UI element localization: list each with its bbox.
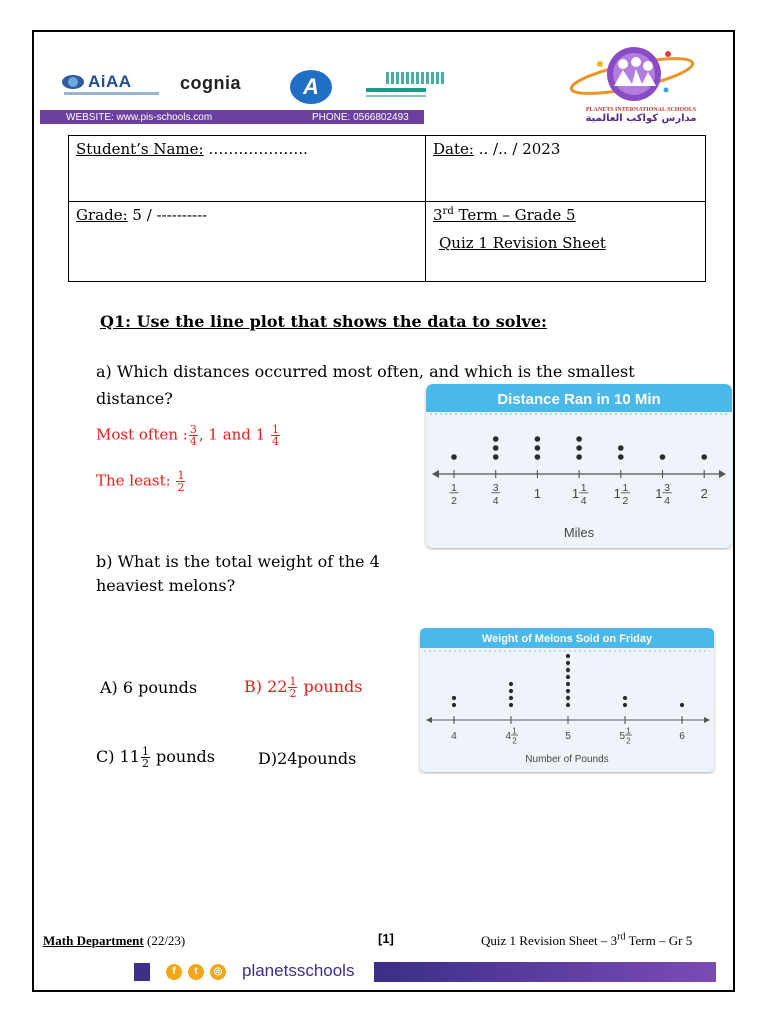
data-dot [623, 703, 627, 707]
data-dot [618, 445, 624, 451]
answer-most-often: Most often : $\frac{3}{4}$ , 1 and 1 $\frac{1}{4}$ [96, 423, 279, 448]
option-b[interactable]: B) 22 $\frac{1}{2}$ pounds [244, 675, 363, 700]
tick-label-numerator: 3 [492, 482, 499, 494]
data-dot [623, 696, 627, 700]
question-1a-text: a) Which distances occurred most often, and which is the smallest distance? [96, 362, 635, 408]
data-dot [566, 654, 570, 658]
data-dot [576, 436, 582, 442]
data-dot [566, 668, 570, 672]
option-a[interactable]: A) 6 pounds [100, 678, 198, 697]
student-name-value: ……………….. [203, 140, 308, 158]
question-1b-text: b) What is the total weight of the 4 heaviest melons? [96, 552, 380, 595]
tick-label-numerator: 1 [512, 726, 517, 736]
data-dot [660, 454, 666, 460]
footer-page-number: [1] [378, 931, 394, 946]
facebook-icon[interactable]: f [166, 964, 182, 980]
chart2-title: Weight of Melons Sold on Friday [481, 633, 653, 645]
data-dot [566, 661, 570, 665]
tick-label: 2 [700, 486, 708, 501]
tick-label-denominator: 4 [580, 495, 587, 507]
tick-label-denominator: 2 [622, 495, 629, 507]
tick-label-numerator: 1 [451, 482, 457, 494]
data-dot [509, 689, 513, 693]
data-dot [566, 682, 570, 686]
melon-weight-line-plot [418, 626, 716, 774]
data-dot [535, 436, 541, 442]
tick-label-whole: 1 [571, 486, 580, 501]
data-dot [509, 696, 513, 700]
data-dot [493, 445, 499, 451]
chart1-xlabel: Miles [563, 525, 595, 540]
footer-gradient-bar [374, 962, 716, 982]
data-dot [680, 703, 684, 707]
accreditation-a-icon: A [290, 70, 332, 104]
tick-label-numerator: 1 [580, 482, 587, 494]
website-text: WEBSITE: www.pis-schools.com [66, 111, 213, 123]
data-dot [451, 454, 457, 460]
phone-text: PHONE: 0566802493 [312, 111, 409, 123]
student-info-table [68, 135, 706, 282]
sheet-title: Quiz 1 Revision Sheet [439, 234, 606, 252]
grade-label: Grade: [76, 206, 128, 224]
data-dot [509, 703, 513, 707]
grade-value: 5 / ---------- [127, 206, 208, 224]
option-c[interactable]: C) 11 $\frac{1}{2}$ pounds [96, 745, 215, 770]
data-dot [493, 436, 499, 442]
data-dot [566, 703, 570, 707]
footer-sheet-title: Quiz 1 Revision Sheet – 3rd Term – Gr 5 [481, 931, 693, 948]
footer-square [134, 963, 150, 981]
tick-label: 1 [533, 486, 542, 501]
tick-label: 6 [679, 731, 685, 742]
answer-least: The least: $\frac{1}{2}$ [96, 469, 185, 494]
tick-label: 4 [451, 731, 457, 742]
aiaa-tagline [64, 92, 159, 95]
data-dot [566, 689, 570, 693]
tick-label-denominator: 2 [451, 495, 457, 507]
data-dot [452, 696, 456, 700]
chart1-title: Distance Ran in 10 Min [497, 391, 661, 408]
data-dot [452, 703, 456, 707]
data-dot [535, 454, 541, 460]
tick-label-numerator: 1 [626, 726, 631, 736]
data-dot [618, 454, 624, 460]
tick-label-whole: 1 [655, 486, 663, 501]
data-dot [493, 454, 499, 460]
tick-label-numerator: 1 [622, 482, 629, 494]
option-d[interactable]: D)24pounds [258, 749, 357, 768]
tick-label-denominator: 2 [512, 736, 517, 746]
tick-label-whole: 4 [505, 731, 511, 742]
grade-cell[interactable] [69, 202, 426, 282]
data-dot [509, 682, 513, 686]
tick-label-whole: 1 [613, 486, 621, 501]
aiaa-logo [62, 72, 132, 92]
tick-label-denominator: 2 [626, 736, 631, 746]
question-1-heading: Q1: Use the line plot that shows the data to solve: [100, 312, 547, 331]
tick-label-whole: 5 [619, 731, 625, 742]
data-dot [701, 454, 707, 460]
footer-department: Math Department (22/23) [43, 933, 186, 948]
school-name-arabic: مدارس كواكب العالمية [585, 113, 697, 124]
data-dot [576, 445, 582, 451]
tick-label-denominator: 4 [492, 495, 499, 507]
instagram-icon[interactable]: ◎ [210, 964, 226, 980]
tick-label: 5 [565, 731, 571, 742]
data-dot [566, 675, 570, 679]
globe-icon [62, 75, 84, 89]
twitter-icon[interactable]: t [188, 964, 204, 980]
distance-line-plot [424, 382, 734, 550]
tick-label-numerator: 3 [664, 482, 670, 494]
school-name-english: PLANETS INTERNATIONAL SCHOOLS [585, 107, 697, 113]
data-dot [566, 696, 570, 700]
cognia-logo: cognia [180, 73, 242, 93]
contact-band [40, 110, 424, 124]
ministry-logo [366, 72, 444, 98]
student-name-label: Student’s Name: [76, 140, 204, 158]
term-title: 3rd Term – Grade 5 [433, 206, 576, 224]
chart2-xlabel: Number of Pounds [525, 754, 609, 765]
date-label: Date: [433, 140, 474, 158]
date-cell[interactable] [426, 136, 706, 202]
planets-school-logo [566, 42, 698, 106]
aiaa-logo-text: AiAA [88, 72, 132, 91]
date-value: .. /.. / 2023 [473, 140, 561, 158]
term-cell [426, 202, 706, 282]
data-dot [535, 445, 541, 451]
social-handle: planetsschools [242, 961, 355, 980]
footer-social-bar [134, 962, 716, 982]
student-name-cell[interactable] [69, 136, 426, 202]
tick-label-denominator: 4 [664, 495, 670, 507]
data-dot [576, 454, 582, 460]
